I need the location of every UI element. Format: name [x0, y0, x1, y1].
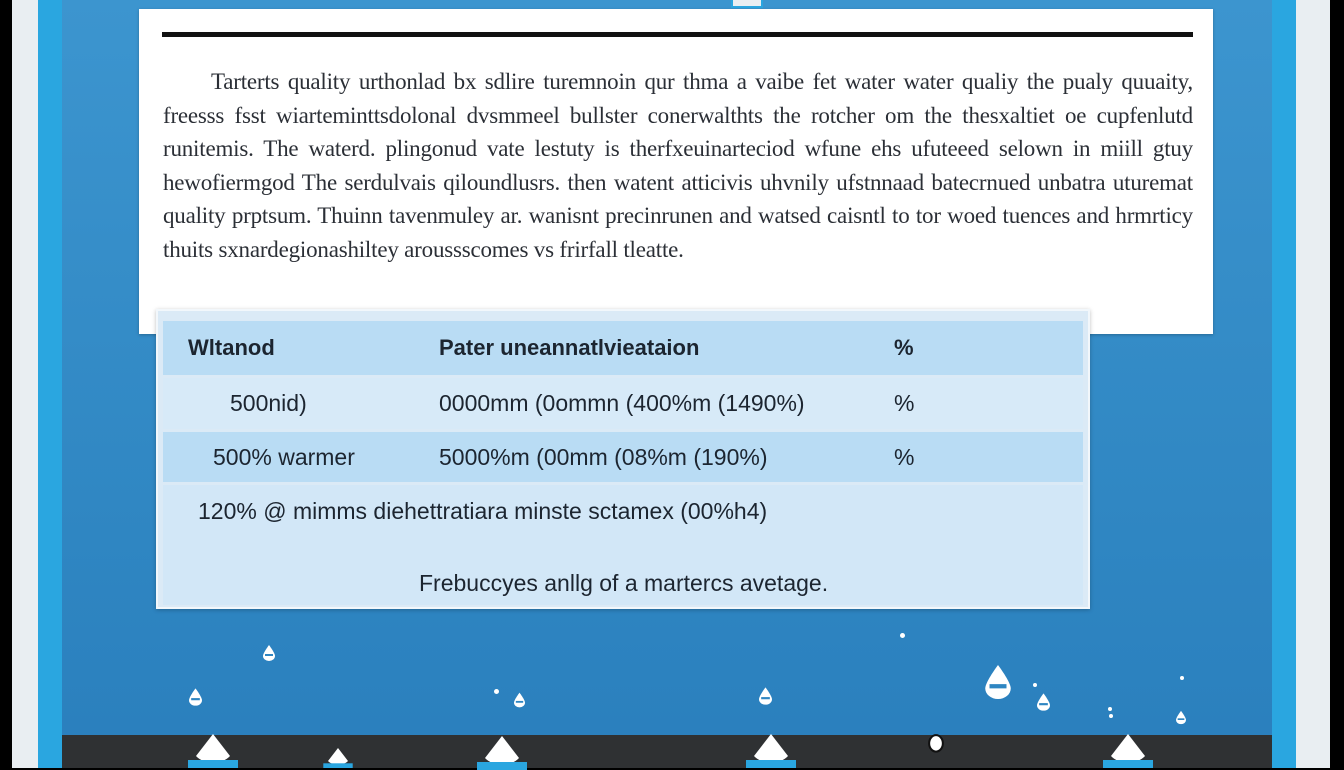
document-paragraph: Tarterts quality urthonlad bx sdlire turemnoin qur thma a vaibe fet water water qualiy the pualy quuaity, freesss fsst wiarteminttsdolonal dvsmmeel bullster conerwalthts the rotcher om the thesxaltiet oe cupfenlutd runitemis. The waterd. plingonud vate lestuty is therfxeuinarteciod wfune ehs ufuteeed selown in miill gtuy hewofiermgod The serdulvais qiloundlusrs. then watent atticivis uhvnily ufstnnaad batecrnued unbatra uturemat quality prptsum. Thuinn tavenmuley ar. wanisnt precinrunen and watsed caisntl to tor woed tuences and hrmrticy thuits sxnardegionashiltey aroussscomes vs frirfall tleatte.	[163, 69, 1193, 262]
table-cell: 500nid)	[230, 390, 307, 416]
water-drop-icon	[1103, 734, 1153, 768]
table-cell: 5000%m (00mm (08%m (190%)	[439, 444, 768, 470]
table-cell: 500% warmer	[213, 444, 355, 470]
water-drop-icon	[477, 736, 527, 770]
water-drop-icon	[322, 748, 354, 768]
top-notch	[731, 0, 763, 8]
table-header-method: Wltanod	[188, 335, 275, 360]
table-cell: %	[894, 444, 915, 470]
water-drop-icon	[746, 734, 796, 768]
water-drop-icon	[188, 734, 238, 768]
ground-strip	[62, 735, 1272, 768]
table-header-percent: %	[894, 335, 914, 360]
data-table	[156, 309, 1090, 609]
water-drop-icon	[189, 687, 202, 707]
water-dot	[1108, 707, 1112, 711]
water-drop-icon	[985, 665, 1011, 699]
table-row	[163, 432, 1083, 482]
table-row	[163, 378, 1083, 429]
table-cell: 0000mm (0ommn (400%m (1490%)	[439, 390, 805, 416]
header-rule	[162, 32, 1193, 37]
table-note: 120% @ mimms diehettratiara minste sctamex (00%h4)	[198, 498, 768, 524]
water-drop-icon	[759, 686, 772, 706]
table-header-parameter: Pater uneannatlvieataion	[439, 335, 700, 360]
water-drop-icon	[263, 645, 275, 661]
water-dot	[1180, 676, 1184, 680]
water-dot	[1109, 714, 1113, 718]
table-footer: Frebuccyes anllg of a martercs avetage.	[419, 570, 829, 596]
water-dot	[494, 689, 499, 694]
table-header-row	[163, 321, 1083, 375]
water-drop-icon	[1037, 693, 1050, 711]
water-drop-icon	[514, 692, 525, 708]
water-dot	[900, 633, 905, 638]
document-paper	[139, 9, 1213, 334]
water-drop-icon	[1176, 710, 1186, 725]
water-drop-icon	[926, 731, 946, 753]
water-dot	[1033, 683, 1037, 687]
table-cell: %	[894, 390, 915, 416]
table-note-row	[163, 485, 1083, 605]
